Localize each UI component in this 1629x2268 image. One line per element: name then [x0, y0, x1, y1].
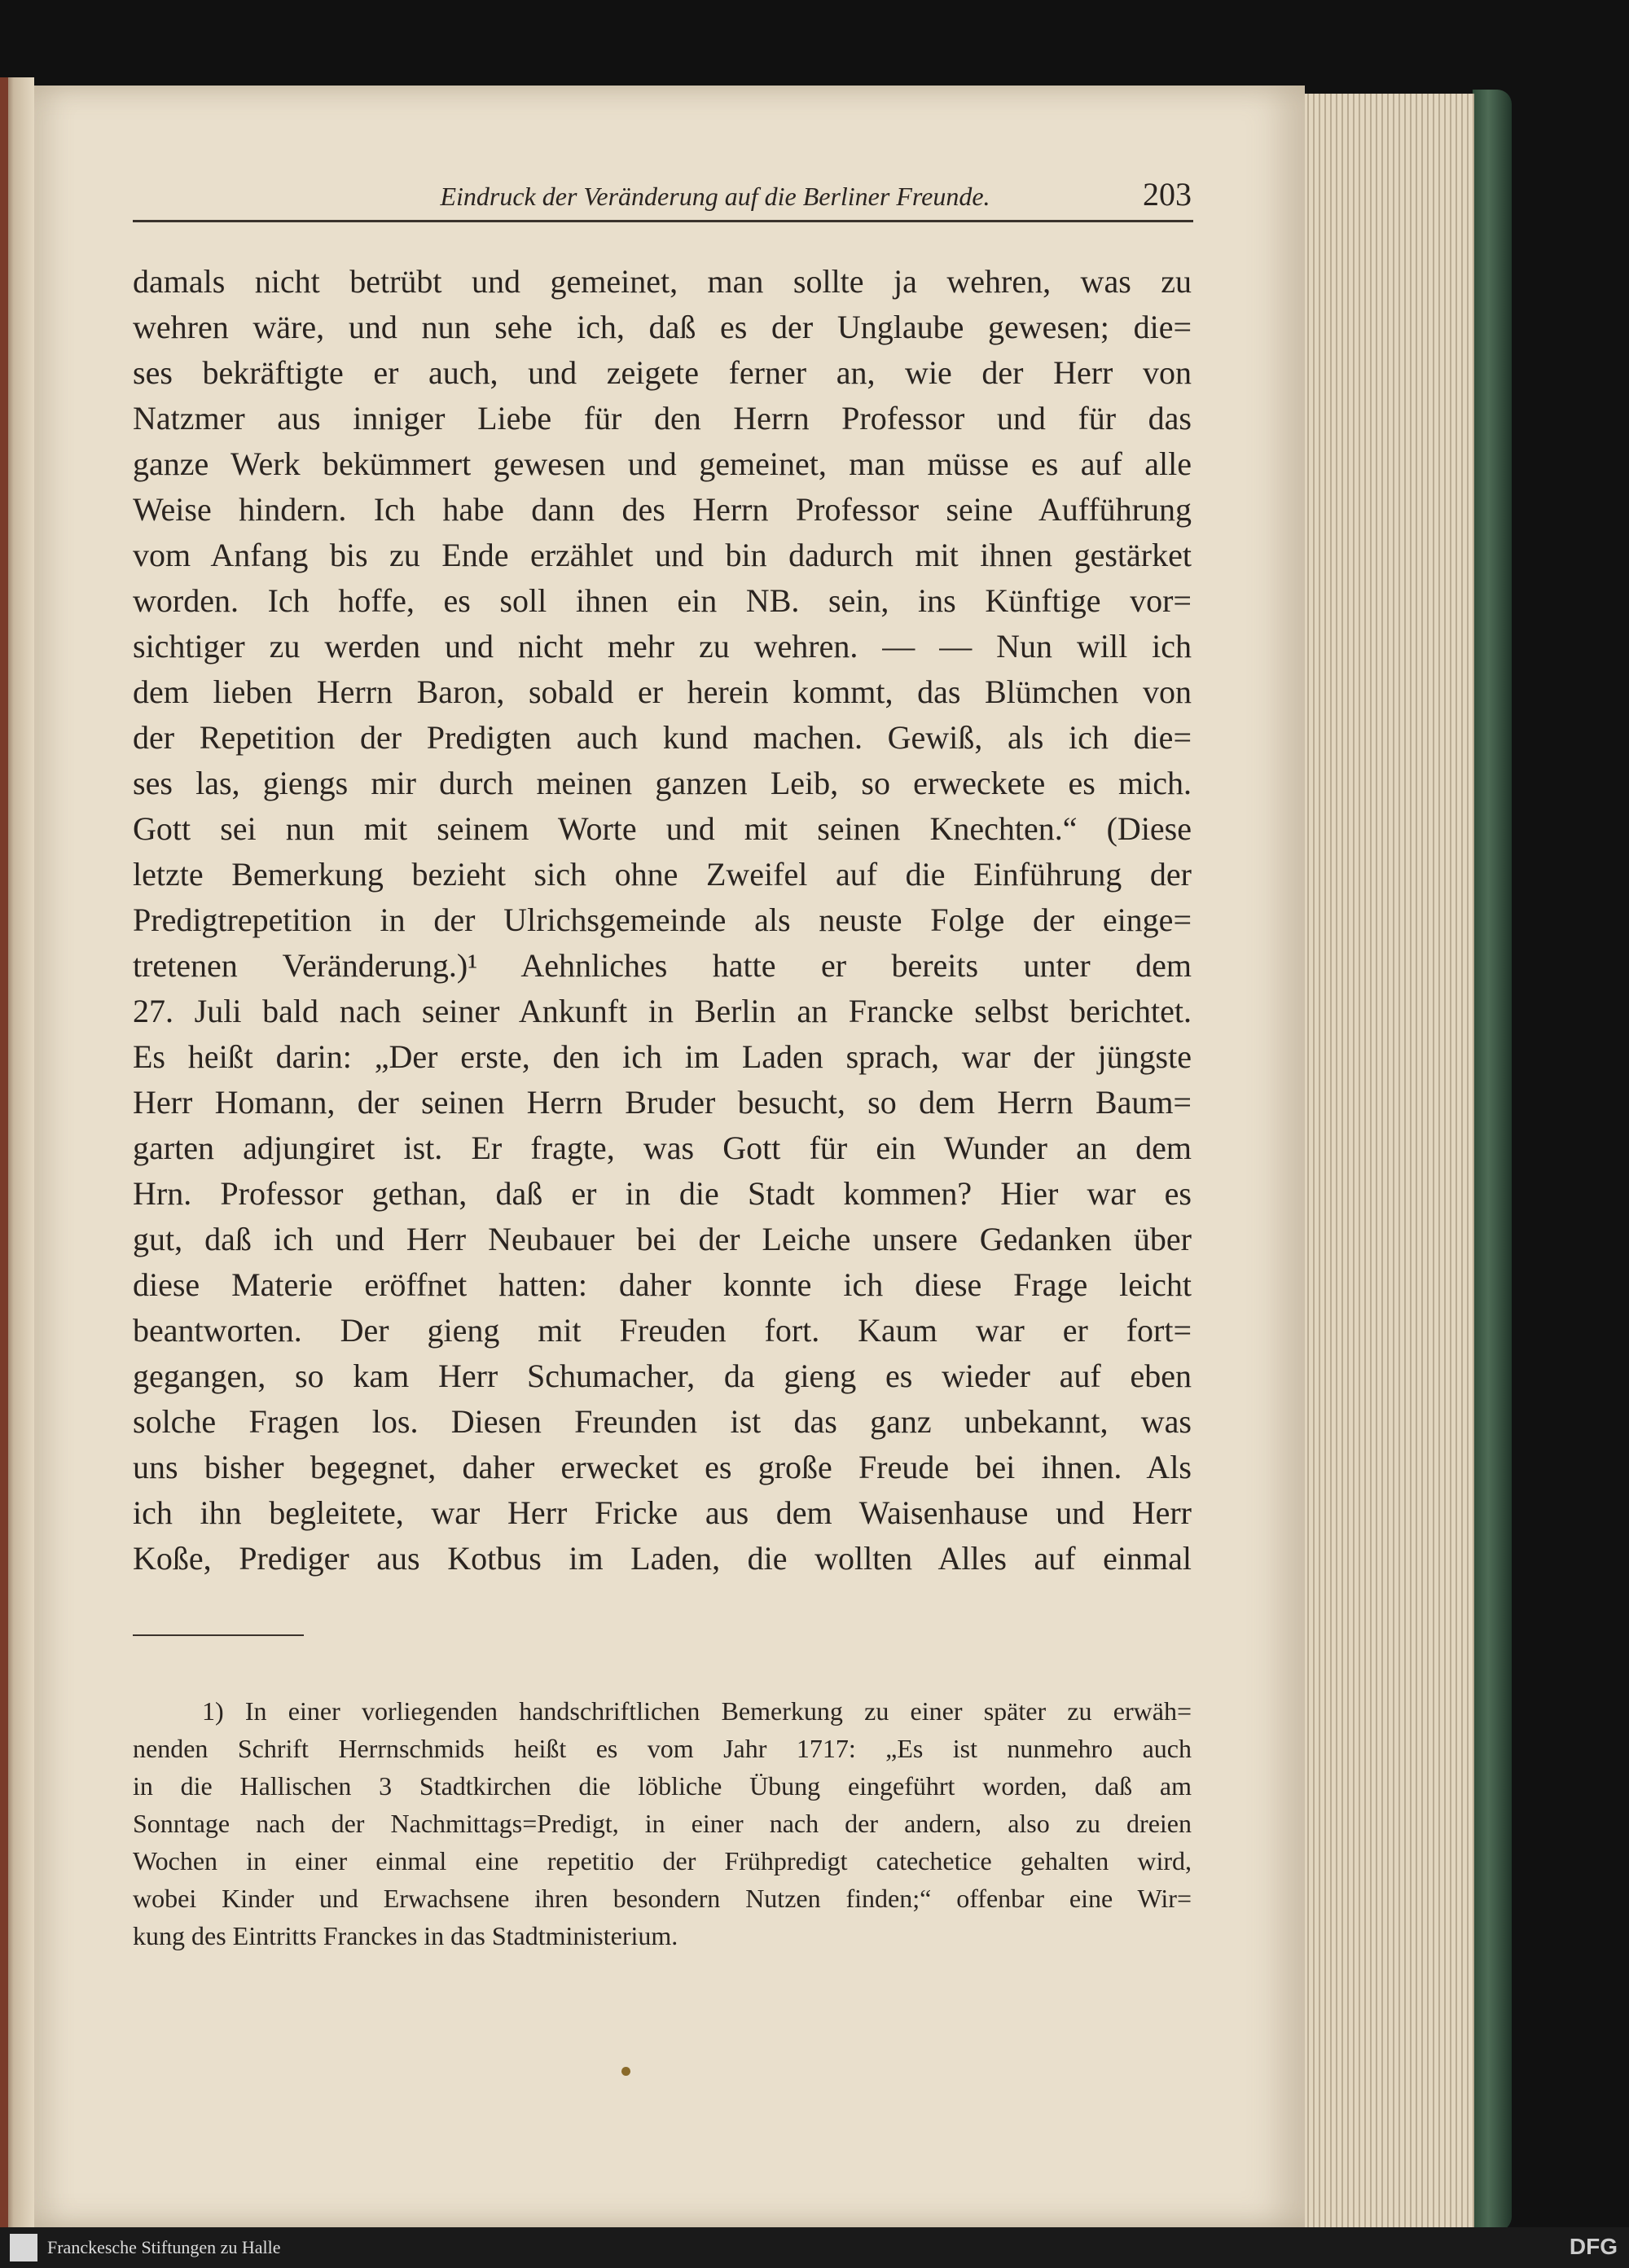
text-line: ich ihn begleitete, war Herr Fricke aus dem Waisenhause und Herr	[133, 1494, 1192, 1531]
footnote-line: in die Hallischen 3 Stadtkirchen die löbliche Übung eingeführt worden, daß am	[133, 1771, 1192, 1801]
text-line: ganze Werk bekümmert gewesen und gemeinet, man müsse es auf alle	[133, 445, 1192, 482]
footnote	[133, 1692, 1192, 1954]
body-text	[133, 259, 1192, 1581]
text-line: Herr Homann, der seinen Herrn Bruder besucht, so dem Herrn Baum=	[133, 1084, 1192, 1121]
text-line: solche Fragen los. Diesen Freunden ist das ganz unbekannt, was	[133, 1403, 1192, 1440]
footnote-line: Sonntage nach der Nachmittags=Predigt, in einer nach der andern, also zu dreien	[133, 1809, 1192, 1838]
text-line: der Repetition der Predigten auch kund machen. Gewiß, als ich die=	[133, 719, 1192, 756]
institution-logo-icon	[10, 2234, 37, 2261]
text-line: Hrn. Professor gethan, daß er in die Stadt kommen? Hier war es	[133, 1175, 1192, 1212]
text-line: wehren wäre, und nun sehe ich, daß es der Unglaube gewesen; die=	[133, 309, 1192, 345]
text-line: damals nicht betrübt und gemeinet, man sollte ja wehren, was zu	[133, 263, 1192, 300]
text-line: uns bisher begegnet, daher erwecket es große Freude bei ihnen. Als	[133, 1449, 1192, 1485]
text-line: tretenen Veränderung.)¹ Aehnliches hatte er bereits unter dem	[133, 947, 1192, 984]
text-line: worden. Ich hoffe, es soll ihnen ein NB. sein, ins Künftige vor=	[133, 582, 1192, 619]
dfg-logo: DFG	[1569, 2234, 1618, 2259]
text-line: diese Materie eröffnet hatten: daher konnte ich diese Frage leicht	[133, 1266, 1192, 1303]
page-header	[133, 175, 1192, 217]
institution-name: Franckesche Stiftungen zu Halle	[47, 2237, 281, 2257]
footnote-line: wobei Kinder und Erwachsene ihren besondern Nutzen finden;“ offenbar eine Wir=	[133, 1884, 1192, 1913]
text-line: dem lieben Herrn Baron, sobald er herein kommt, das Blümchen von	[133, 673, 1192, 710]
page-stack	[1303, 94, 1474, 2227]
footnote-rule	[133, 1634, 304, 1636]
book-spine	[0, 77, 8, 2227]
text-line: beantworten. Der gieng mit Freuden fort. Kaum war er fort=	[133, 1312, 1192, 1349]
footnote-line: 1) In einer vorliegenden handschriftlichen Bemerkung zu einer später zu erwäh=	[202, 1696, 1192, 1726]
footnote-line: Wochen in einer einmal eine repetitio der Frühpredigt catechetice gehalten wird,	[133, 1846, 1192, 1875]
text-line: ses las, giengs mir durch meinen ganzen Leib, so erweckete es mich.	[133, 765, 1192, 801]
text-line: Koße, Prediger aus Kotbus im Laden, die wollten Alles auf einmal	[133, 1540, 1192, 1577]
text-line: letzte Bemerkung bezieht sich ohne Zweifel auf die Einführung der	[133, 856, 1192, 893]
text-line: Weise hindern. Ich habe dann des Herrn Professor seine Aufführung	[133, 491, 1192, 528]
header-rule	[133, 220, 1193, 222]
running-title: Eindruck der Veränderung auf die Berliner Freunde.	[440, 182, 990, 211]
text-line: gut, daß ich und Herr Neubauer bei der Leiche unsere Gedanken über	[133, 1221, 1192, 1257]
book-cover-edge	[1473, 90, 1512, 2231]
text-line: vom Anfang bis zu Ende erzählet und bin dadurch mit ihnen gestärket	[133, 537, 1192, 573]
text-line: Predigtrepetition in der Ulrichsgemeinde als neuste Folge der einge=	[133, 901, 1192, 938]
text-line: garten adjungiret ist. Er fragte, was Gott für ein Wunder an dem	[133, 1130, 1192, 1166]
text-line: ses bekräftigte er auch, und zeigete ferner an, wie der Herr von	[133, 354, 1192, 391]
text-line: 27. Juli bald nach seiner Ankunft in Berlin an Francke selbst berichtet.	[133, 993, 1192, 1029]
text-line: gegangen, so kam Herr Schumacher, da gieng es wieder auf eben	[133, 1358, 1192, 1394]
text-line: Gott sei nun mit seinem Worte und mit seinen Knechten.“ (Diese	[133, 810, 1192, 847]
footnote-line: nenden Schrift Herrnschmids heißt es vom Jahr 1717: „Es ist nunmehro auch	[133, 1734, 1192, 1763]
text-line: sichtiger zu werden und nicht mehr zu wehren. — — Nun will ich	[133, 628, 1192, 665]
text-line: Es heißt darin: „Der erste, den ich im Laden sprach, war der jüngste	[133, 1038, 1192, 1075]
page-number: 203	[1143, 176, 1192, 213]
viewer-footer	[0, 2227, 1629, 2268]
text-line: Natzmer aus inniger Liebe für den Herrn Professor und für das	[133, 400, 1192, 436]
ink-spot	[621, 2067, 630, 2076]
footnote-line: kung des Eintritts Franckes in das Stadtministerium.	[133, 1921, 678, 1950]
